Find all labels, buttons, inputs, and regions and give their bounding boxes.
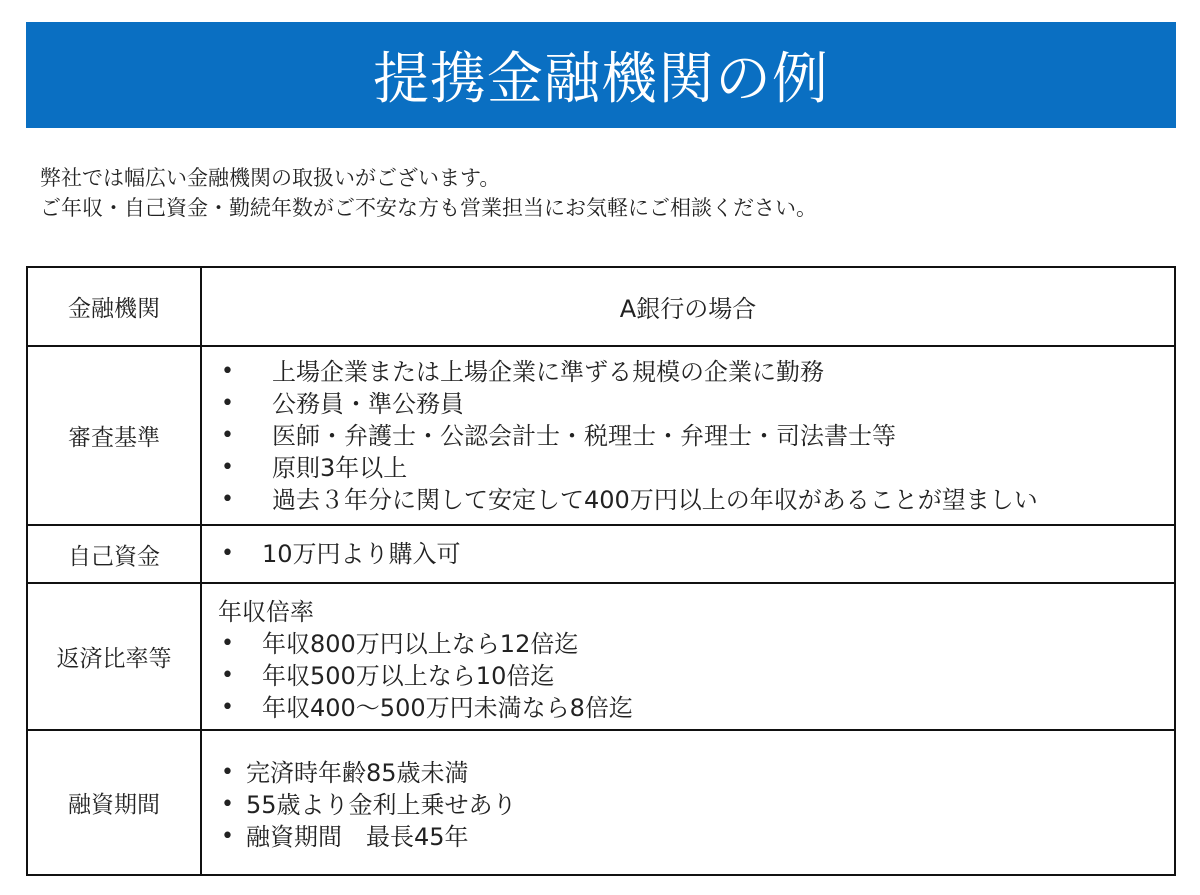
table-row-review-criteria <box>27 346 1175 525</box>
bullet-icon: • <box>221 486 234 512</box>
own-funds-list <box>218 538 1174 570</box>
list-item: • 原則3年以上 <box>221 453 408 482</box>
list-item: • 55歳より金利上乗せあり <box>221 791 517 819</box>
loan-term-list <box>218 757 1174 853</box>
bullet-icon: • <box>221 695 234 720</box>
intro-line-2: ご年収・自己資金・勤続年数がご不安な方も営業担当にお気軽にご相談ください。 <box>40 196 817 220</box>
label-own-funds: 自己資金 <box>27 525 201 583</box>
bank-name: A銀行の場合 <box>201 267 1175 346</box>
bullet-icon: • <box>221 422 234 448</box>
table-row-repayment-ratio <box>27 583 1175 730</box>
review-criteria-list <box>218 356 1174 516</box>
bullet-icon: • <box>221 358 234 384</box>
list-item: • 医師・弁護士・公認会計士・税理士・弁理士・司法書士等 <box>221 421 896 450</box>
list-item: • 融資期間 最長45年 <box>221 823 469 851</box>
page-title-banner <box>26 22 1176 128</box>
bullet-icon: • <box>221 454 234 480</box>
loan-term-cell <box>201 730 1175 875</box>
label-review-criteria: 審査基準 <box>27 346 201 525</box>
bank-conditions-table <box>26 266 1176 876</box>
table-row-header <box>27 267 1175 346</box>
list-item: • 年収500万以上なら10倍迄 <box>221 662 555 690</box>
bullet-icon: • <box>221 663 234 688</box>
bullet-icon: • <box>221 631 234 656</box>
page-title: 提携金融機関の例 <box>373 47 829 112</box>
list-item: • 年収800万円以上なら12倍迄 <box>221 630 579 658</box>
label-bank: 金融機関 <box>27 267 201 346</box>
own-funds-cell <box>201 525 1175 583</box>
bullet-icon: • <box>221 760 234 785</box>
list-item: • 年収400～500万円未満なら8倍迄 <box>221 694 633 722</box>
bullet-icon: • <box>221 390 234 416</box>
label-loan-term: 融資期間 <box>27 730 201 875</box>
label-repayment-ratio: 返済比率等 <box>27 583 201 730</box>
table-row-own-funds <box>27 525 1175 583</box>
review-criteria-cell <box>201 346 1175 525</box>
bullet-icon: • <box>221 792 234 817</box>
list-item: • 10万円より購入可 <box>221 540 461 568</box>
income-multiple-heading: 年収倍率 <box>218 598 314 626</box>
bullet-icon: • <box>221 824 234 849</box>
repayment-ratio-list <box>218 628 1174 724</box>
list-item: • 上場企業または上場企業に準ずる規模の企業に勤務 <box>221 357 824 386</box>
repayment-ratio-cell <box>201 583 1175 730</box>
table-row-loan-term <box>27 730 1175 875</box>
list-item: • 過去３年分に関して安定して400万円以上の年収があることが望ましい <box>221 485 1038 514</box>
intro-text <box>40 163 1160 223</box>
intro-line-1: 弊社では幅広い金融機関の取扱いがございます。 <box>40 166 501 190</box>
list-item: • 公務員・準公務員 <box>221 389 464 418</box>
list-item: • 完済時年齢85歳未満 <box>221 759 469 787</box>
bullet-icon: • <box>221 541 234 566</box>
